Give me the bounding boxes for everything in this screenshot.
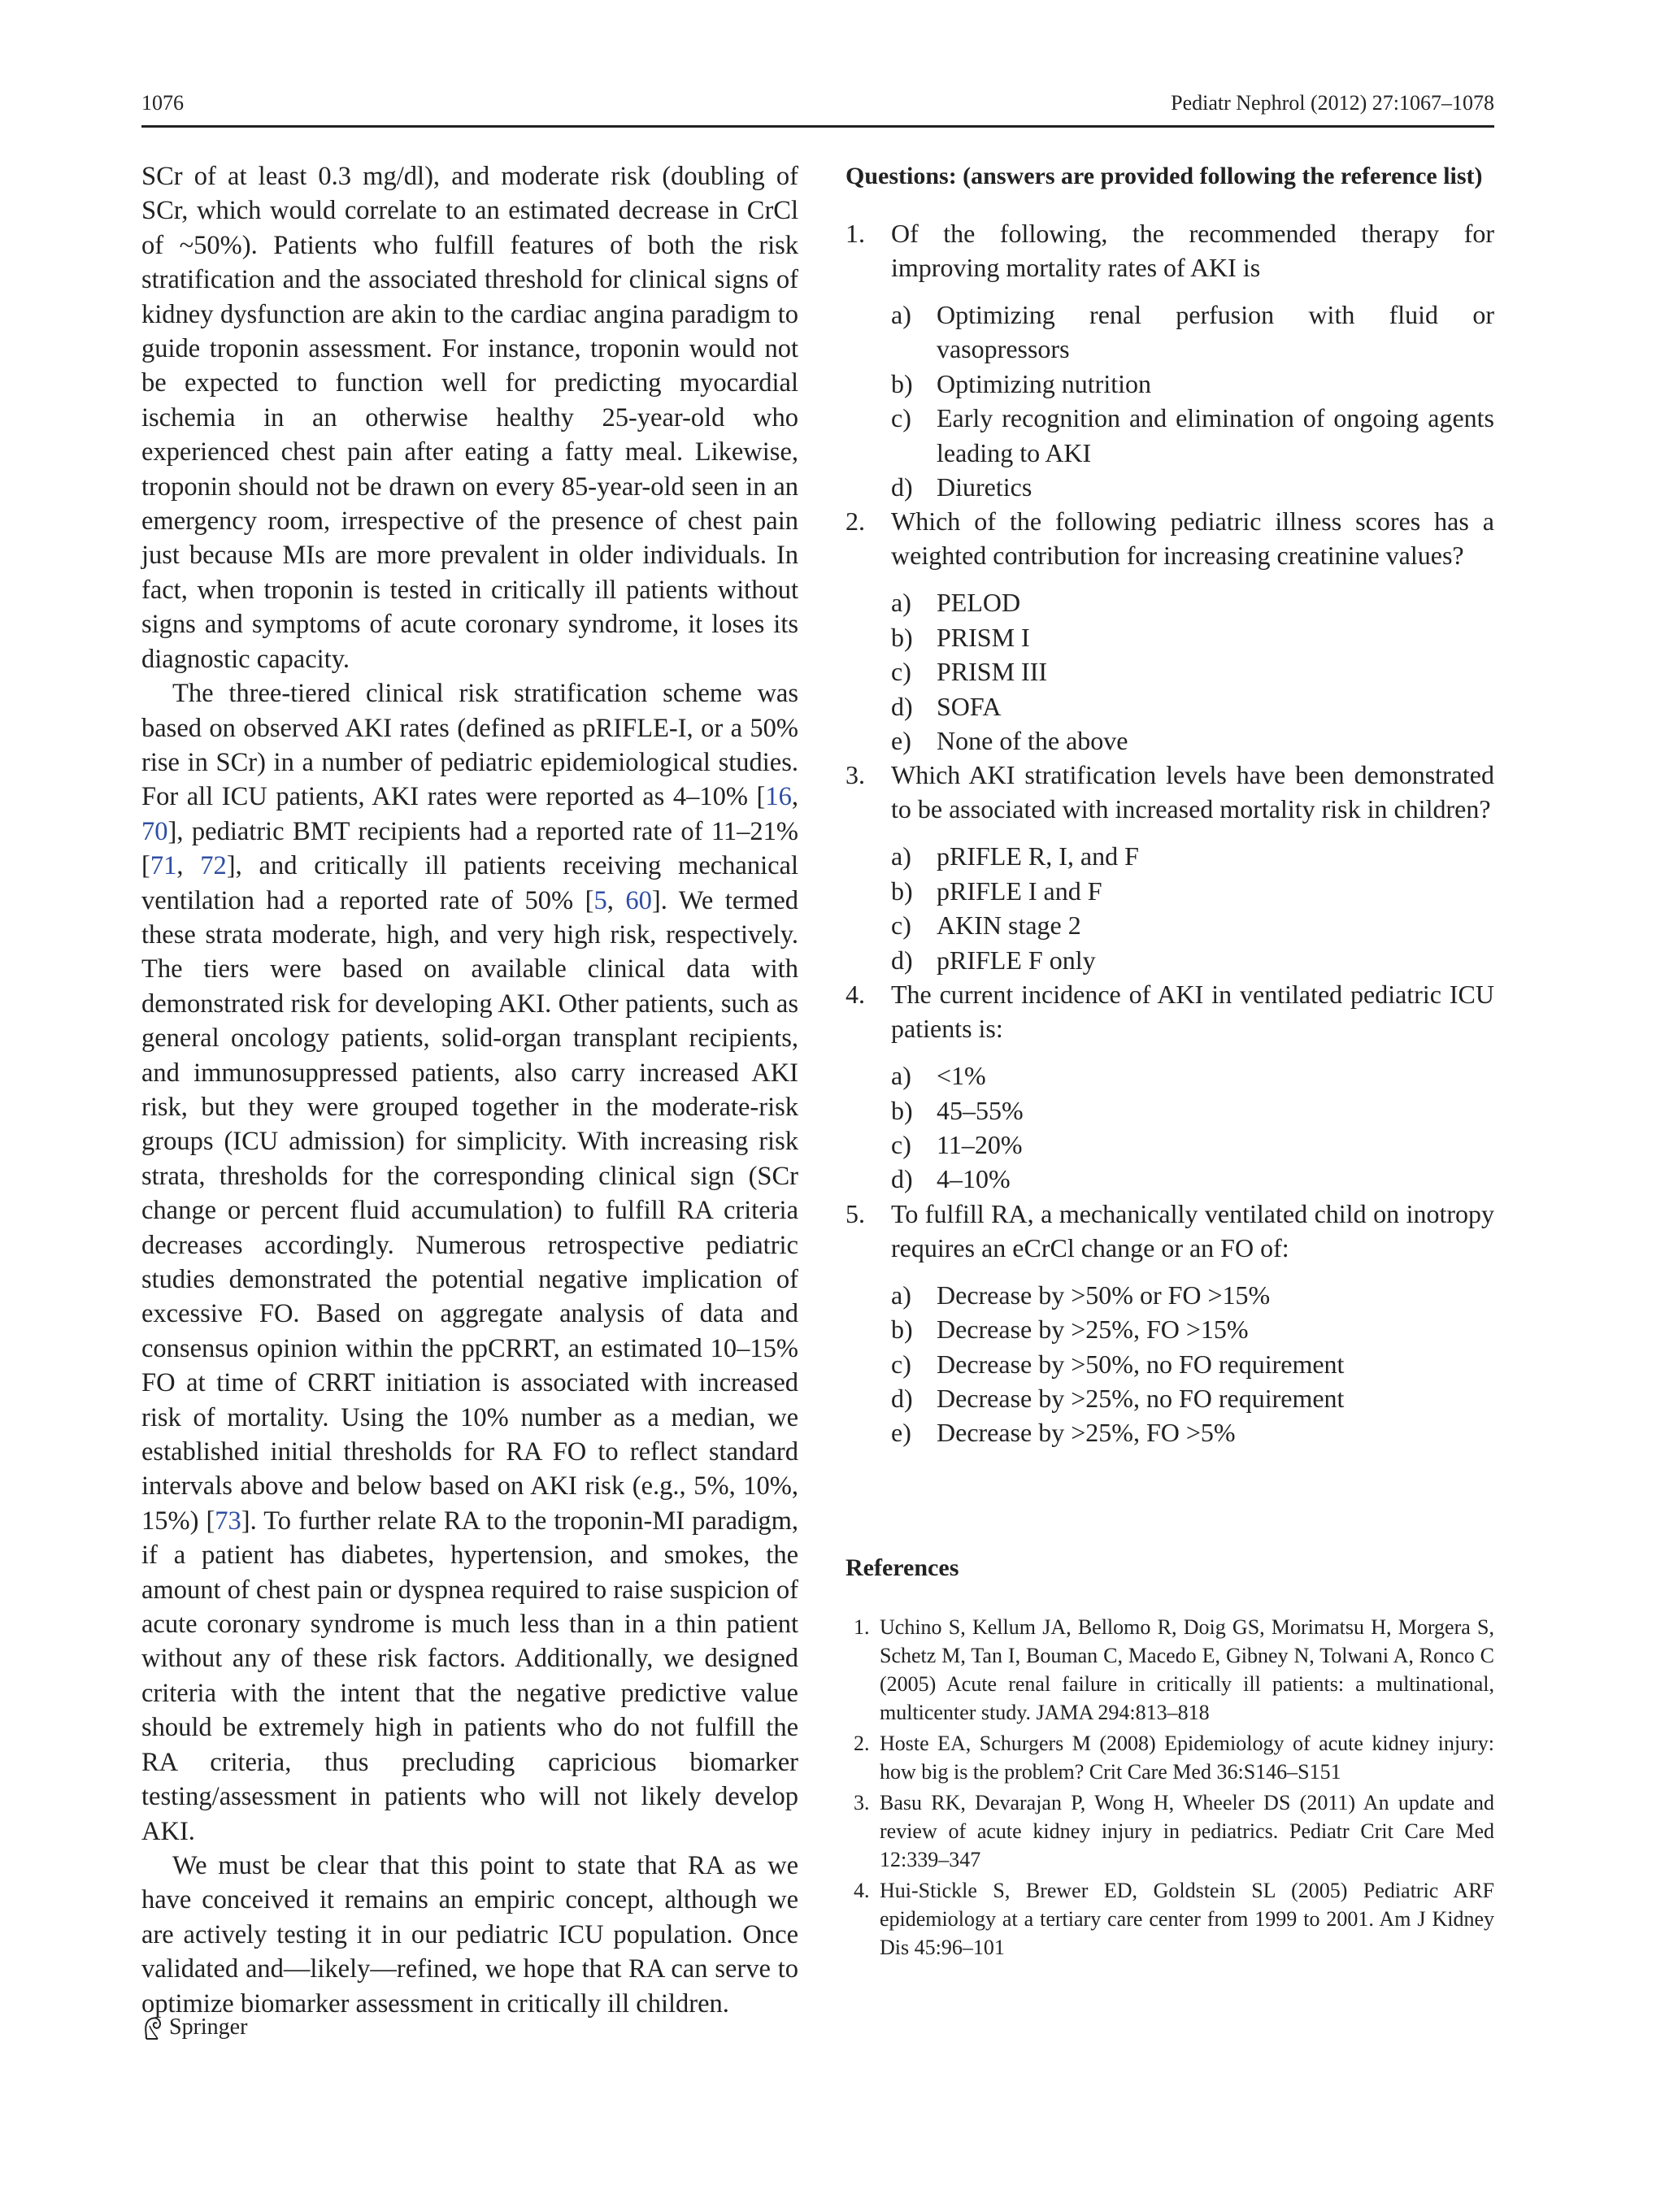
answer-option bbox=[891, 654, 1494, 689]
answer-options bbox=[891, 298, 1494, 504]
option-letter: d) bbox=[891, 1383, 913, 1413]
page-number: 1076 bbox=[141, 91, 184, 115]
question-number: 4. bbox=[846, 980, 865, 1010]
paragraph-1: SCr of at least 0.3 mg/dl), and moderate risk (doubling of SCr, which would correlate to an estimated decrease in CrCl of ~50%). Patients who fulfill features of both the risk stratification and the associated threshold for clinical signs of kidney dysfunction are akin to the cardiac angina paradigm to guide troponin assessment. For instance, troponin would not be expected to function well for predicting myocardial ischemia in an otherwise healthy 25-year-old who experienced chest pain after eating a fatty meal. Likewise, troponin should not be drawn on every 85-year-old seen in an emergency room, irrespective of the presence of chest pain just because MIs are more prevalent in older individuals. In fact, when troponin is tested in critically ill patients without signs and symptoms of acute coronary syndrome, it loses its diagnostic capacity. bbox=[141, 162, 798, 674]
option-text: Diuretics bbox=[937, 472, 1032, 502]
reference-number: 3. bbox=[854, 1791, 870, 1814]
option-text: Decrease by >50%, no FO requirement bbox=[937, 1349, 1345, 1379]
option-letter: c) bbox=[891, 910, 911, 941]
right-column bbox=[846, 159, 1494, 1450]
reference-text: Uchino S, Kellum JA, Bellomo R, Doig GS, Morimatsu H, Morgera S, Schetz M, Tan I, Bouman C, Macedo E, Gibney N, Tolwani A, Ronco C (2005) Acute renal failure in critically ill patients: a multinational, multicenter study. JAMA 294:813–818 bbox=[880, 1615, 1494, 1724]
option-letter: b) bbox=[891, 622, 913, 652]
option-text: None of the above bbox=[937, 726, 1128, 756]
reference-item bbox=[846, 1613, 1494, 1727]
answer-option bbox=[891, 298, 1494, 367]
text-span: ]. We termed these strata moderate, high, and very high risk, respectively. The tiers were based on available clinical data with demonstrated risk for developing AKI. Other patients, such as general oncology patients, solid-organ transplant recipients, and immunosuppressed patients, also carry increased AKI risk, but they were grouped together in the moderate-risk groups (ICU admission) for simplicity. With increasing risk strata, thresholds for the corresponding clinical sign (SCr change or percent fluid accumulation) to fulfill RA criteria decreases accordingly. Numerous retrospective pediatric studies demonstrated the potential negative implication of excessive FO. Based on aggregate analysis of data and consensus opinion within the ppCRRT, an estimated 10–15% FO at time of CRRT initiation is associated with increased risk of mortality. Using the 10% number as a median, we established initial thresholds for RA FO to reflect standard intervals above and below based on AKI risk (e.g., 5%, 10%, 15%) [ bbox=[141, 885, 799, 1536]
answer-option bbox=[891, 1278, 1494, 1312]
option-text: <1% bbox=[937, 1061, 986, 1091]
citation-link[interactable]: 70 bbox=[141, 816, 168, 846]
option-letter: d) bbox=[891, 1164, 913, 1194]
answer-option bbox=[891, 1058, 1494, 1093]
option-letter: c) bbox=[891, 1129, 911, 1159]
option-letter: c) bbox=[891, 657, 911, 687]
option-letter: b) bbox=[891, 1095, 913, 1125]
answer-option bbox=[891, 908, 1494, 942]
option-text: Decrease by >25%, FO >5% bbox=[937, 1418, 1236, 1448]
option-letter: b) bbox=[891, 876, 913, 906]
publisher-footer bbox=[141, 2011, 247, 2044]
answer-option bbox=[891, 1312, 1494, 1346]
reference-text: Hui-Stickle S, Brewer ED, Goldstein SL (2005) Pediatric ARF epidemiology at a tertiary care center from 1999 to 2001. Am J Kidney Dis 45:96–101 bbox=[880, 1879, 1494, 1959]
springer-horse-icon bbox=[141, 2014, 164, 2040]
option-letter: e) bbox=[891, 726, 911, 756]
text-span: , bbox=[606, 885, 626, 915]
reference-number: 2. bbox=[854, 1732, 870, 1755]
citation-link[interactable]: 60 bbox=[625, 885, 652, 915]
text-span: ], and critically ill patients receiving mechanical ventilation had a reported rate of 50% [ bbox=[141, 851, 799, 915]
questions-heading: Questions: (answers are provided following the reference list) bbox=[846, 163, 1483, 189]
text-span: The three-tiered clinical risk stratification scheme was based on observed AKI rates (defined as pRIFLE-I, or a 50% rise in SCr) in a number of pediatric epidemiological studies. For all ICU patients, AKI rates were reported as 4–10% [ bbox=[141, 679, 798, 812]
references-heading: References bbox=[846, 1554, 959, 1581]
answer-options bbox=[891, 1278, 1494, 1450]
left-column bbox=[141, 159, 798, 2021]
answer-option bbox=[891, 943, 1494, 977]
answer-options bbox=[891, 839, 1494, 977]
question-number: 2. bbox=[846, 506, 865, 537]
option-text: PRISM III bbox=[937, 657, 1048, 687]
question-item bbox=[846, 758, 1494, 977]
answer-option bbox=[891, 1381, 1494, 1415]
question-text: To fulfill RA, a mechanically ventilated child on inotropy requires an eCrCl change or an FO of: bbox=[891, 1198, 1494, 1262]
answer-option bbox=[891, 689, 1494, 724]
citation-link[interactable]: 73 bbox=[215, 1506, 241, 1536]
reference-number: 4. bbox=[854, 1879, 870, 1902]
question-number: 1. bbox=[846, 219, 865, 248]
option-letter: a) bbox=[891, 588, 911, 618]
option-text: SOFA bbox=[937, 691, 1002, 721]
paragraph-2 bbox=[141, 676, 798, 1849]
question-text: Which of the following pediatric illness scores has a weighted contribution for increasing creatinine values? bbox=[891, 506, 1494, 571]
text-span: , bbox=[176, 851, 201, 881]
question-text: The current incidence of AKI in ventilated pediatric ICU patients is: bbox=[891, 980, 1494, 1044]
option-text: Decrease by >25%, no FO requirement bbox=[937, 1383, 1345, 1413]
answer-option bbox=[891, 620, 1494, 654]
reference-item bbox=[846, 1729, 1494, 1786]
option-text: 4–10% bbox=[937, 1164, 1011, 1194]
option-text: 11–20% bbox=[937, 1129, 1023, 1159]
option-letter: a) bbox=[891, 1061, 911, 1091]
option-text: PELOD bbox=[937, 588, 1021, 618]
option-letter: c) bbox=[891, 403, 911, 433]
question-item bbox=[846, 504, 1494, 758]
option-text: 45–55% bbox=[937, 1095, 1024, 1125]
answer-option bbox=[891, 1128, 1494, 1162]
option-text: Decrease by >25%, FO >15% bbox=[937, 1315, 1249, 1345]
answer-option bbox=[891, 1093, 1494, 1128]
reference-number: 1. bbox=[854, 1615, 870, 1639]
citation-link[interactable]: 72 bbox=[200, 851, 227, 881]
option-letter: a) bbox=[891, 841, 911, 871]
text-span: , bbox=[791, 782, 798, 812]
question-text: Which AKI stratification levels have been demonstrated to be associated with increased mortality risk in children? bbox=[891, 760, 1494, 824]
option-letter: e) bbox=[891, 1418, 911, 1448]
answer-option bbox=[891, 585, 1494, 619]
journal-reference: Pediatr Nephrol (2012) 27:1067–1078 bbox=[1171, 91, 1494, 115]
answer-option bbox=[891, 1415, 1494, 1449]
question-number: 5. bbox=[846, 1198, 865, 1228]
option-letter: b) bbox=[891, 1315, 913, 1345]
reference-list bbox=[846, 1613, 1494, 1962]
option-text: Early recognition and elimination of ongoing agents leading to AKI bbox=[937, 403, 1494, 467]
answer-option bbox=[891, 1347, 1494, 1381]
citation-link[interactable]: 71 bbox=[150, 851, 177, 881]
answer-option bbox=[891, 724, 1494, 758]
option-letter: a) bbox=[891, 1280, 911, 1310]
answer-option bbox=[891, 470, 1494, 504]
answer-option bbox=[891, 367, 1494, 401]
question-list bbox=[846, 216, 1494, 1450]
answer-option bbox=[891, 1162, 1494, 1196]
answer-option bbox=[891, 874, 1494, 908]
option-text: AKIN stage 2 bbox=[937, 910, 1081, 941]
question-item bbox=[846, 977, 1494, 1197]
reference-item bbox=[846, 1876, 1494, 1962]
paragraph-3: We must be clear that this point to state that RA as we have conceived it remains an empiric concept, although we are actively testing it in our pediatric ICU population. Once validated and—likely—refined, we hope that RA can serve to optimize biomarker assessment in critically ill children. bbox=[141, 1850, 798, 2019]
reference-text: Hoste EA, Schurgers M (2008) Epidemiology of acute kidney injury: how big is the problem? Crit Care Med 36:S146–S151 bbox=[880, 1732, 1494, 1784]
option-text: PRISM I bbox=[937, 622, 1030, 652]
option-text: pRIFLE F only bbox=[937, 945, 1096, 975]
option-text: Optimizing nutrition bbox=[937, 368, 1151, 398]
option-letter: c) bbox=[891, 1349, 911, 1379]
option-letter: d) bbox=[891, 945, 913, 975]
text-span: ], pediatric BMT recipients had a reported rate of 11–21% [ bbox=[141, 816, 798, 881]
question-item bbox=[846, 216, 1494, 504]
option-text: Optimizing renal perfusion with fluid or vasopressors bbox=[937, 300, 1494, 364]
running-header bbox=[141, 89, 1494, 128]
option-letter: d) bbox=[891, 691, 913, 721]
question-number: 3. bbox=[846, 760, 865, 790]
question-text: Of the following, the recommended therapy for improving mortality rates of AKI is bbox=[891, 219, 1494, 282]
option-text: pRIFLE I and F bbox=[937, 876, 1102, 906]
citation-link[interactable]: 5 bbox=[593, 885, 607, 915]
option-letter: d) bbox=[891, 472, 913, 502]
answer-option bbox=[891, 839, 1494, 873]
option-letter: b) bbox=[891, 368, 913, 398]
option-letter: a) bbox=[891, 300, 911, 329]
publisher-name: Springer bbox=[169, 2014, 248, 2040]
citation-link[interactable]: 16 bbox=[765, 782, 792, 812]
question-item bbox=[846, 1197, 1494, 1450]
option-text: pRIFLE R, I, and F bbox=[937, 841, 1139, 871]
answer-options bbox=[891, 1058, 1494, 1197]
option-text: Decrease by >50% or FO >15% bbox=[937, 1280, 1271, 1310]
reference-text: Basu RK, Devarajan P, Wong H, Wheeler DS (2011) An update and review of acute kidney injury in pediatrics. Pediatr Crit Care Med 12:339–347 bbox=[880, 1791, 1494, 1871]
answer-option bbox=[891, 401, 1494, 470]
answer-options bbox=[891, 585, 1494, 758]
references-section bbox=[846, 1554, 1494, 1964]
reference-item bbox=[846, 1788, 1494, 1874]
text-span: ]. To further relate RA to the troponin-MI paradigm, if a patient has diabetes, hypertension, and smokes, the amount of chest pain or dyspnea required to raise suspicion of acute coronary syndrome is much less than in a thin patient without any of these risk factors. Additionally, we designed criteria with the intent that the negative predictive value should be extremely high in patients who do not fulfill the RA criteria, thus precluding capricious biomarker testing/assessment in patients who will not likely develop AKI. bbox=[141, 1506, 798, 1846]
